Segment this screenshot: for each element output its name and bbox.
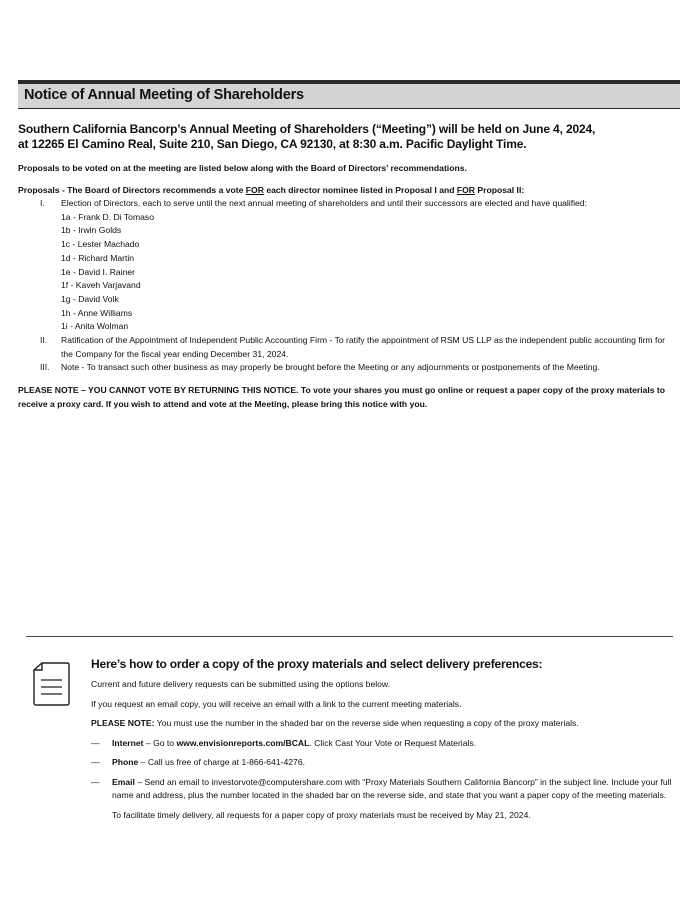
proposals-intro: Proposals to be voted on at the meeting are listed below along with the Board of Directors’ recommendations. bbox=[18, 163, 467, 173]
phone-text: – Call us free of charge at 1-866-641-4276. bbox=[138, 757, 305, 767]
internet-pre: – Go to bbox=[143, 737, 177, 748]
dash-icon: — bbox=[91, 776, 100, 787]
recommendation-prefix: Proposals - The Board of Directors recommends a vote bbox=[18, 185, 246, 195]
option-email bbox=[91, 776, 681, 803]
proposal-text: Note - To transact such other business as may properly be brought before the Meeting or any adjournments or postponements of the Meeting. bbox=[61, 362, 600, 373]
header-bar bbox=[18, 84, 680, 109]
nominee-item: 1a - Frank D. Di Tomaso bbox=[61, 211, 154, 222]
nominee-item: 1b - Irwin Golds bbox=[61, 225, 122, 236]
proposal-3 bbox=[18, 361, 678, 375]
order-instructions bbox=[91, 657, 681, 822]
proposal-1 bbox=[18, 197, 678, 211]
board-recommendation bbox=[18, 184, 524, 198]
recommendation-for-1: FOR bbox=[245, 185, 264, 195]
recommendation-mid: each director nominee listed in Proposal I and bbox=[263, 185, 457, 195]
nominee-item: 1i - Anita Wolman bbox=[61, 321, 129, 332]
note-text: You must use the number in the shaded bar on the reverse side when requesting a copy of the proxy materials. bbox=[154, 718, 579, 728]
document-icon bbox=[32, 662, 70, 706]
email-text: – Send an email to investorvote@computershare.com with “Proxy Materials Southern California Bancorp” in the subject line. Include your full name and address, plus the number located in the shaded bar on the reverse side, and state that you want a paper copy of the meeting materials. bbox=[112, 776, 672, 800]
nominee-item: 1d - Richard Martin bbox=[61, 252, 135, 263]
option-phone bbox=[91, 756, 681, 770]
proposal-number: II. bbox=[40, 335, 48, 346]
number-note bbox=[91, 717, 681, 731]
recommendation-suffix: Proposal II: bbox=[475, 185, 525, 195]
nominee-item: 1c - Lester Machado bbox=[61, 239, 140, 250]
proposal-text: Ratification of the Appointment of Independent Public Accounting Firm - To ratify the appointment of RSM US LLP as the independent public accounting firm for the Company for the fiscal year ending December 31, 2024. bbox=[61, 335, 665, 359]
dash-icon: — bbox=[91, 737, 100, 748]
order-title: Here’s how to order a copy of the proxy materials and select delivery preferences: bbox=[91, 657, 543, 671]
proposal-2 bbox=[18, 334, 678, 361]
email-copy-info: If you request an email copy, you will receive an email with a link to the current meeting materials. bbox=[91, 698, 462, 709]
phone-label: Phone bbox=[112, 757, 139, 767]
page-title: Notice of Annual Meeting of Shareholders bbox=[24, 87, 304, 103]
cannot-vote-notice: PLEASE NOTE – YOU CANNOT VOTE BY RETURNING THIS NOTICE. To vote your shares you must go online or request a paper copy of the proxy materials to receive a proxy card. If you wish to attend and vote at the Meeting, please bring this notice with you. bbox=[18, 385, 666, 409]
nominee-item: 1g - David Volk bbox=[61, 293, 119, 304]
proposal-number: III. bbox=[40, 362, 50, 373]
nominee-item: 1h - Anne Williams bbox=[61, 307, 133, 318]
headline-line-1: Southern California Bancorp’s Annual Meeting of Shareholders (“Meeting”) will be held on June 4, 2024, bbox=[18, 122, 596, 136]
email-label: Email bbox=[112, 776, 135, 787]
proposal-text: Election of Directors, each to serve until the next annual meeting of shareholders and until their successors are elected and have qualified: bbox=[61, 198, 587, 208]
meeting-headline bbox=[18, 122, 678, 152]
headline-line-2: at 12265 El Camino Real, Suite 210, San Diego, CA 92130, at 8:30 a.m. Pacific Daylight Time. bbox=[18, 137, 527, 151]
proposal-number: I. bbox=[40, 198, 45, 208]
section-divider bbox=[26, 636, 673, 637]
timely-delivery-note: To facilitate timely delivery, all requests for a paper copy of proxy materials must be received by May 21, 2024. bbox=[112, 809, 531, 820]
dash-icon: — bbox=[91, 757, 100, 767]
envisionreports-link[interactable]: www.envisionreports.com/BCAL bbox=[176, 737, 310, 748]
nominee-list bbox=[61, 211, 678, 334]
nominee-item: 1e - David I. Rainer bbox=[61, 266, 136, 277]
note-label: PLEASE NOTE: bbox=[91, 718, 155, 728]
option-internet bbox=[91, 737, 681, 751]
internet-post: . Click Cast Your Vote or Request Materials. bbox=[309, 737, 477, 748]
nominee-item: 1f - Kaveh Varjavand bbox=[61, 280, 141, 291]
internet-label: Internet bbox=[112, 737, 144, 748]
proposal-list bbox=[18, 197, 678, 375]
delivery-info: Current and future delivery requests can be submitted using the options below. bbox=[91, 679, 391, 689]
recommendation-for-2: FOR bbox=[456, 185, 476, 195]
